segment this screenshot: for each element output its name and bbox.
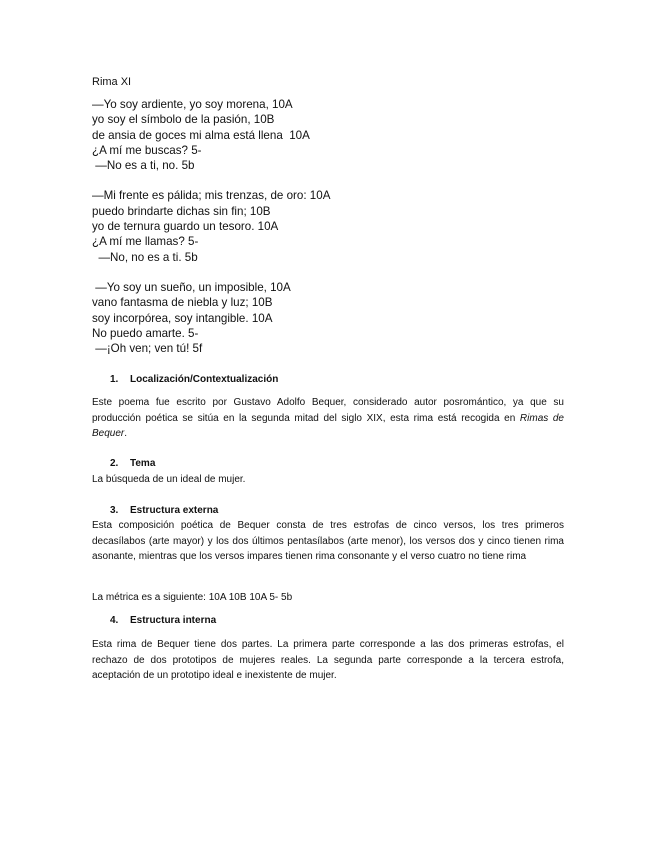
poem-title: Rima XI [92, 76, 132, 88]
verse: —Yo soy un sueño, un imposible, 10A [92, 280, 291, 294]
section-heading-tema [110, 458, 155, 469]
verse: —No, no es a ti. 5b [92, 250, 198, 264]
section-paragraph-estructura-interna: Esta rima de Bequer tiene dos partes. La primera parte corresponde a las dos primeras estrofas, el rechazo de dos prototipos de mujeres reales. La segunda parte corresponde a la tercera estrofa, aceptación de un prototipo ideal e inexistente de mujer. [92, 639, 564, 681]
poem [92, 97, 492, 371]
section-paragraph-tema: La búsqueda de un ideal de mujer. [92, 474, 246, 485]
section-number: 1. [110, 374, 119, 385]
stanza-3 [92, 280, 492, 356]
verse: de ansia de goces mi alma está llena 10A [92, 128, 310, 142]
section-number: 4. [110, 615, 119, 626]
paragraph-text: . [124, 428, 128, 439]
verse: soy incorpórea, soy intangible. 10A [92, 311, 273, 325]
verse: yo soy el símbolo de la pasión, 10B [92, 113, 275, 127]
verse: —¡Oh ven; ven tú! 5f [92, 342, 203, 356]
section-number: 3. [110, 505, 119, 516]
stanza-2 [92, 188, 492, 264]
verse: puedo brindarte dichas sin fin; 10B [92, 204, 271, 218]
verse: ¿A mí me buscas? 5- [92, 143, 202, 157]
section-paragraph-metrica: La métrica es a siguiente: 10A 10B 10A 5- 5b [92, 592, 293, 603]
stanza-1 [92, 97, 492, 173]
verse: yo de ternura guardo un tesoro. 10A [92, 220, 279, 234]
section-number: 2. [110, 458, 119, 469]
section-title: Localización/Contextualización [130, 374, 279, 385]
paragraph-text: Este poema fue escrito por Gustavo Adolfo Bequer, considerado autor posromántico, ya que su producción poética se sitúa en la segunda mitad del siglo XIX, esta rima está recogida en [92, 397, 564, 424]
section-heading-estructura-interna [110, 615, 216, 626]
section-title: Estructura interna [130, 615, 217, 626]
section-title: Estructura externa [130, 505, 219, 516]
section-title: Tema [130, 458, 156, 469]
section-paragraph-contextualizacion [92, 395, 564, 442]
section-heading-contextualizacion [110, 374, 278, 385]
section-heading-estructura-externa [110, 505, 218, 516]
book-title: Rimas de Bequer [92, 412, 564, 439]
section-paragraph-estructura-externa: Esta composición poética de Bequer consta de tres estrofas de cinco versos, los tres primeros decasílabos (arte mayor) y los dos últimos pentasílabos (arte menor), los versos dos y cinco tienen rima asonante, mientras que los versos impares tienen rima consonante y el verso cuatro no tiene rima [92, 520, 564, 562]
verse: No puedo amarte. 5- [92, 326, 199, 340]
verse: —Mi frente es pálida; mis trenzas, de oro: 10A [92, 189, 331, 203]
verse: vano fantasma de niebla y luz; 10B [92, 296, 273, 310]
verse: —No es a ti, no. 5b [92, 159, 195, 173]
verse: —Yo soy ardiente, yo soy morena, 10A [92, 98, 293, 111]
verse: ¿A mí me llamas? 5- [92, 235, 199, 249]
